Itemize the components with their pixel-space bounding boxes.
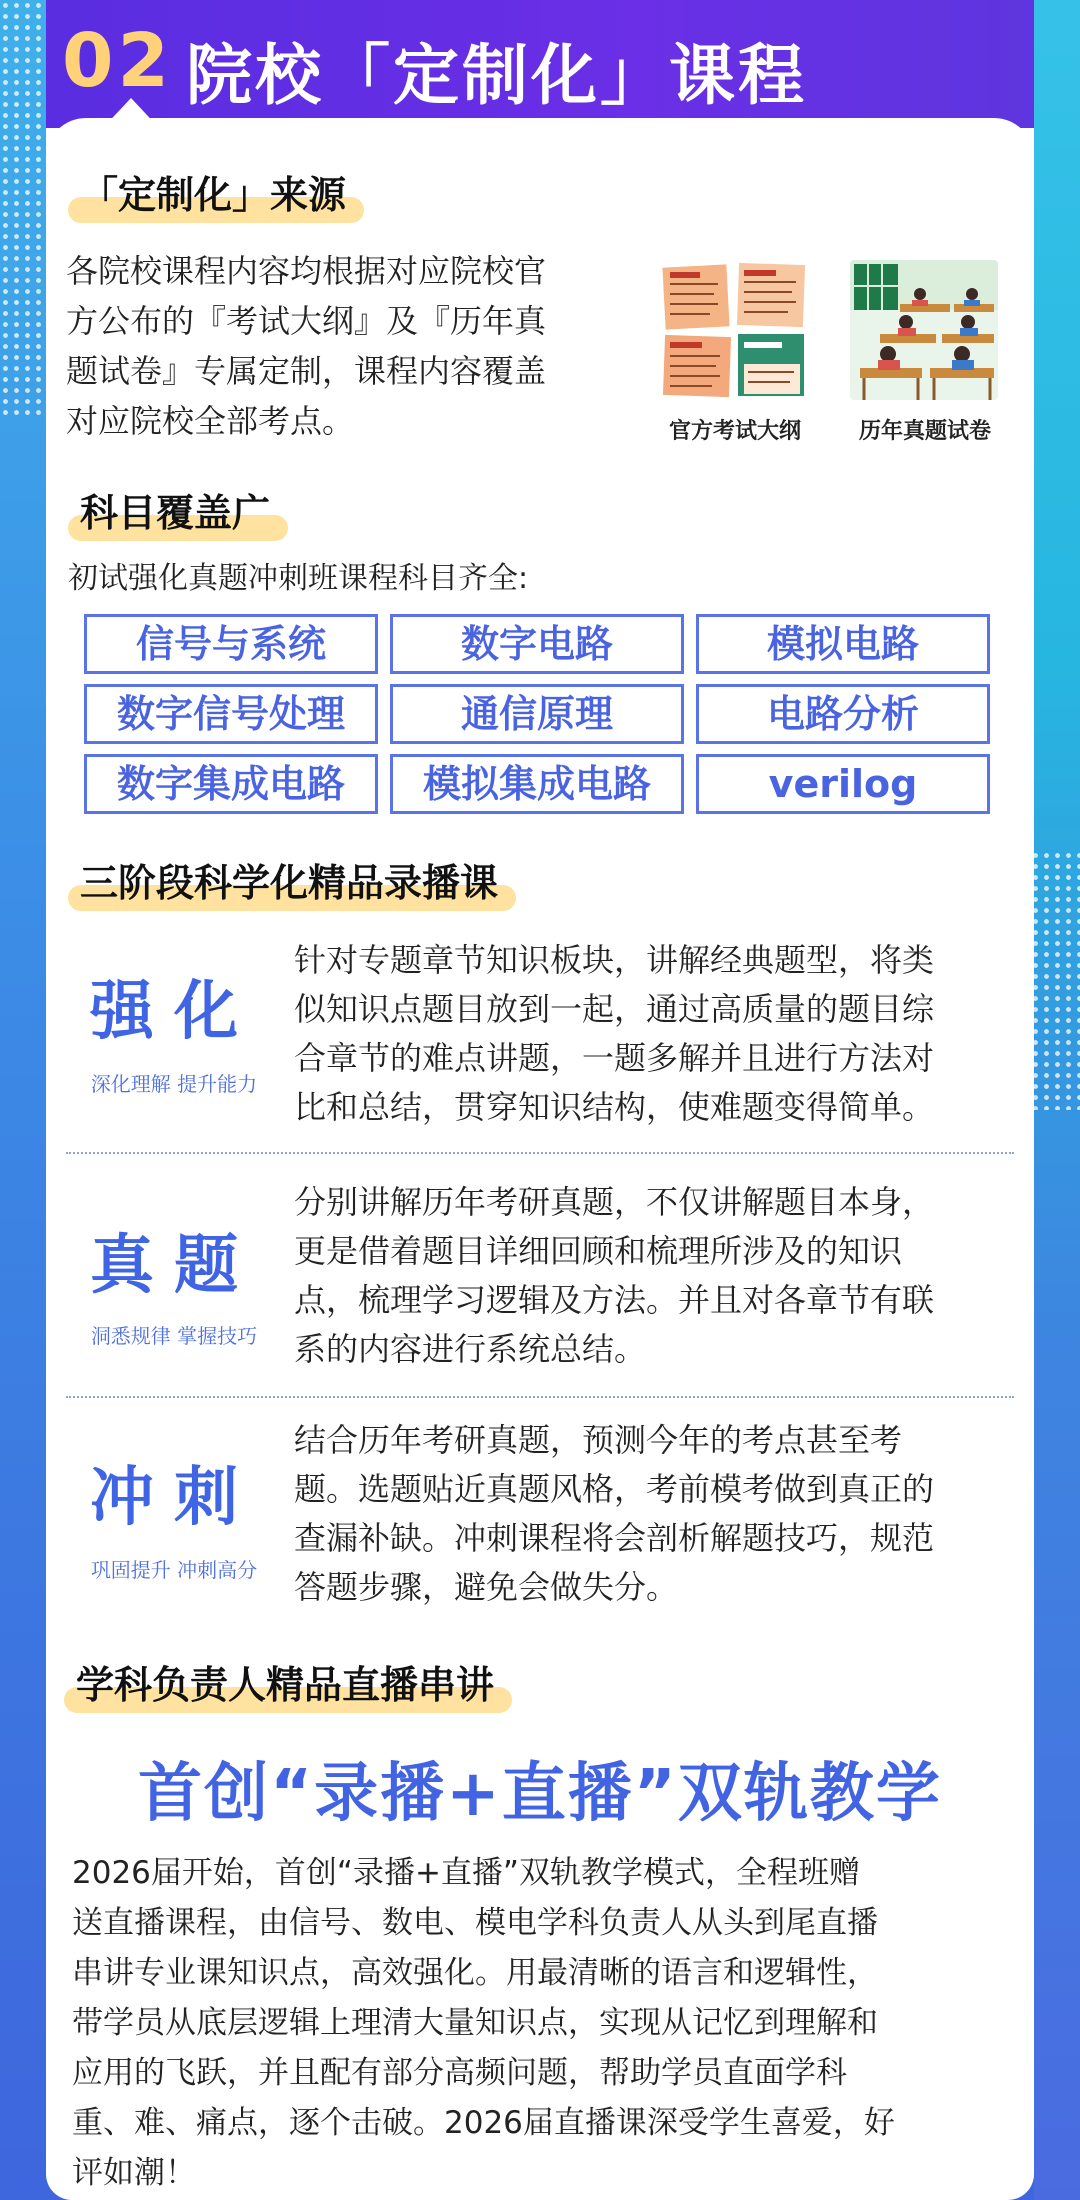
- stage-description: [294, 1178, 1014, 1374]
- stage-divider: [66, 1396, 1014, 1398]
- stage-line: 题。选题贴近真题风格，考前模考做到真正的: [294, 1470, 935, 1508]
- subject-item: 数字集成电路: [84, 754, 378, 814]
- section-title-subjects: 科目覆盖广: [68, 482, 288, 537]
- subjects-intro: 初试强化真题冲刺班课程科目齐全:: [68, 561, 529, 596]
- stage-tagline: 深化理解 提升能力: [90, 1072, 258, 1096]
- subject-item: 数字电路: [390, 614, 684, 674]
- stage-line: 分别讲解历年考研真题，不仅讲解题目本身，: [294, 1183, 935, 1221]
- page-title: 院校「定制化」课程: [186, 37, 807, 114]
- stage-line: 似知识点题目放到一起，通过高质量的题目综: [294, 990, 935, 1028]
- stage-line: 比和总结，贯穿知识结构，使难题变得简单。: [294, 1088, 935, 1126]
- syllabus-illustration: [660, 260, 808, 400]
- banner-curve: [46, 118, 1034, 158]
- image-caption-past-exams: 历年真题试卷: [858, 419, 991, 444]
- stage-tagline: 巩固提升 冲刺高分: [90, 1558, 258, 1582]
- live-line: 串讲专业课知识点，高效强化。用最清晰的语言和逻辑性，: [72, 1955, 878, 1991]
- section-title-stages: 三阶段科学化精品录播课: [68, 852, 516, 907]
- section-title-source: 「定制化」来源: [68, 164, 364, 219]
- subject-item: verilog: [696, 754, 990, 814]
- source-line: 对应院校全部考点。: [66, 402, 355, 440]
- subject-item: 模拟电路: [696, 614, 990, 674]
- subject-item: 信号与系统: [84, 614, 378, 674]
- subject-item: 数字信号处理: [84, 684, 378, 744]
- section-number: 02: [62, 18, 173, 104]
- source-paragraph: [66, 246, 656, 446]
- live-paragraph: [72, 1848, 1022, 2198]
- stage-line: 合章节的难点讲题，一题多解并且进行方法对: [294, 1039, 935, 1077]
- live-line: 应用的飞跃，并且配有部分高频问题，帮助学员直面学科: [72, 2055, 847, 2091]
- content-card: [46, 0, 1034, 2200]
- live-line: 重、难、痛点，逐个击破。2026届直播课深受学生喜爱，好: [72, 2105, 895, 2141]
- image-caption-syllabus: 官方考试大纲: [668, 419, 801, 444]
- subject-item: 模拟集成电路: [390, 754, 684, 814]
- exam-classroom-illustration: [850, 260, 998, 400]
- stage-name: 强化: [90, 975, 258, 1049]
- source-line: 题试卷』专属定制，课程内容覆盖: [66, 352, 547, 390]
- stage-line: 针对专题章节知识板块，讲解经典题型，将类: [294, 941, 935, 979]
- stage-tagline: 洞悉规律 掌握技巧: [90, 1324, 258, 1348]
- subject-item: 通信原理: [390, 684, 684, 744]
- source-line: 各院校课程内容均根据对应院校官: [66, 252, 547, 290]
- section-title-live: 学科负责人精品直播串讲: [64, 1654, 512, 1709]
- live-line: 2026届开始，首创“录播+直播”双轨教学模式，全程班赠: [72, 1855, 860, 1891]
- stage-line: 答题步骤，避免会做失分。: [294, 1568, 679, 1606]
- decorative-dots-right: [1030, 850, 1080, 1110]
- stage-line: 系的内容进行系统总结。: [294, 1330, 647, 1368]
- live-line: 带学员从底层逻辑上理清大量知识点，实现从记忆到理解和: [72, 2005, 878, 2041]
- stage-line: 点，梳理学习逻辑及方法。并且对各章节有联: [294, 1281, 935, 1319]
- stage-description: [294, 936, 1014, 1132]
- live-line: 送直播课程，由信号、数电、模电学科负责人从头到尾直播: [72, 1905, 878, 1941]
- subject-item: 电路分析: [696, 684, 990, 744]
- stage-line: 查漏补缺。冲刺课程将会剖析解题技巧，规范: [294, 1519, 935, 1557]
- source-line: 方公布的『考试大纲』及『历年真: [66, 302, 547, 340]
- stage-line: 结合历年考研真题，预测今年的考点甚至考: [294, 1421, 903, 1459]
- stage-divider: [66, 1152, 1014, 1154]
- stage-line: 更是借着题目详细回顾和梳理所涉及的知识: [294, 1232, 903, 1270]
- stage-name: 真题: [90, 1229, 258, 1303]
- stage-name: 冲刺: [90, 1461, 258, 1535]
- live-line: 评如潮！: [72, 2155, 196, 2191]
- live-headline: 首创“录播+直播”双轨教学: [138, 1757, 942, 1831]
- stage-description: [294, 1416, 1014, 1612]
